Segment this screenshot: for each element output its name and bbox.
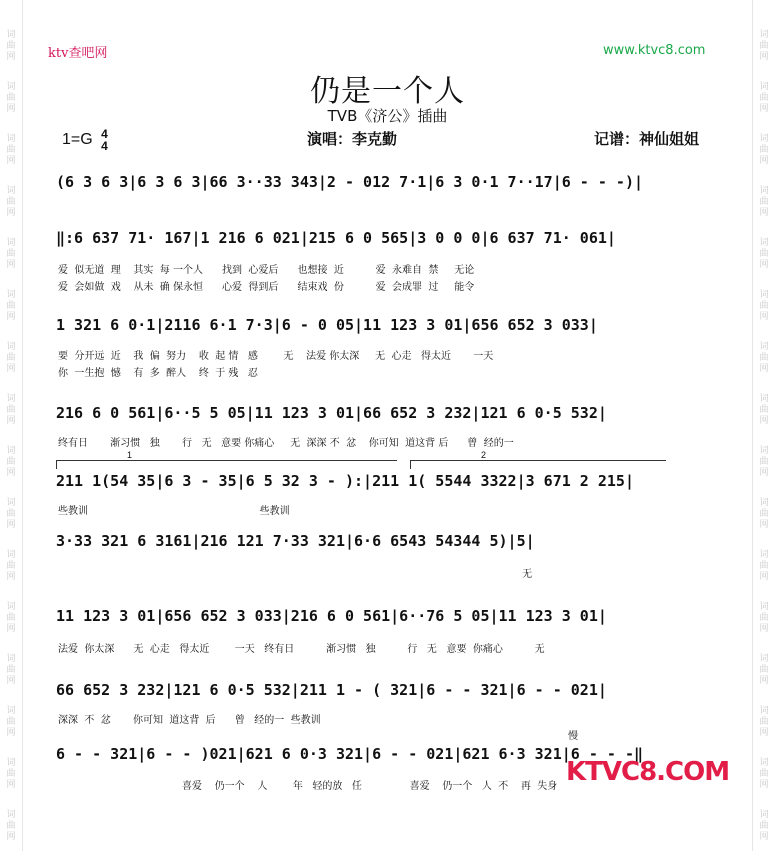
watermark-glyphs: 词 曲 网 — [6, 810, 16, 842]
watermark-glyphs: 词 曲 网 — [6, 706, 16, 738]
notator-credit: 记谱：神仙姐姐 — [594, 130, 700, 148]
watermark-glyphs: 词 曲 网 — [759, 706, 769, 738]
key-label: 1=G — [62, 131, 93, 149]
watermark-glyphs: 词 曲 网 — [759, 810, 769, 842]
score-row-8: 66 652 3 232|121 6 0·5 532|211 1 - ( 321|6 - - 321|6 - - 021| — [56, 681, 607, 699]
song-subtitle: TVB《济公》插曲 — [327, 107, 448, 125]
volta-bracket-1: 1 — [56, 460, 397, 469]
singer-credit: 演唱：李克勤 — [307, 130, 398, 148]
tempo-mark: 慢 — [568, 731, 578, 742]
score-row-3: 1 321 6 0·1|2116 6·1 7·3|6 - 0 05|11 123 3 01|656 652 3 033| — [56, 316, 598, 334]
score-row-1: (6 3 6 3|6 3 6 3|66 3··33 343|2 - 012 7·1|6 3 0·1 7··17|6 - - -)| — [56, 173, 643, 191]
site-logo — [566, 757, 729, 787]
score-row-4: 216 6 0 561|6··5 5 05|11 123 3 01|66 652 3 232|121 6 0·5 532| — [56, 404, 607, 422]
watermark-glyphs: 词 曲 网 — [6, 654, 16, 686]
watermark-glyphs: 词 曲 网 — [6, 602, 16, 634]
watermark-glyphs: 词 曲 网 — [759, 602, 769, 634]
score-row-5: 211 1(54 35|6 3 - 35|6 5 32 3 - ):|211 1( 5544 3322|3 671 2 215| — [56, 472, 634, 490]
key-signature — [62, 128, 108, 152]
watermark-glyphs: 词 曲 网 — [759, 550, 769, 582]
watermark-glyphs: 词 曲 网 — [6, 134, 16, 166]
lyrics-row-4: 终有日 渐习惯 独 行 无 意要 你痛心 无 深深 不 忿 你可知 道这背 后 曾 经的一 — [58, 438, 514, 449]
lyrics-row-6: 无 — [58, 569, 533, 580]
watermark-glyphs: 词 曲 网 — [759, 758, 769, 790]
brand-right[interactable]: www.ktvc8.com — [603, 43, 706, 58]
watermark-glyphs: 词 曲 网 — [759, 82, 769, 114]
time-signature-top: 4 — [101, 127, 108, 141]
watermark-glyphs: 词 曲 网 — [759, 30, 769, 62]
volta-bracket-2: 2 — [410, 460, 666, 469]
time-signature-bottom: 4 — [101, 139, 108, 153]
score-row-7: 11 123 3 01|656 652 3 033|216 6 0 561|6··76 5 05|11 123 3 01| — [56, 607, 607, 625]
lyrics-row-7: 法爱 你太深 无 心走 得太近 一天 终有日 渐习惯 独 行 无 意要 你痛心 无 — [58, 644, 545, 655]
watermark-glyphs: 词 曲 网 — [6, 82, 16, 114]
watermark-glyphs: 词 曲 网 — [6, 238, 16, 270]
watermark-glyphs: 词 曲 网 — [6, 758, 16, 790]
lyrics-row-8: 深深 不 忿 你可知 道这背 后 曾 经的一 些教训 — [58, 715, 321, 726]
watermark-glyphs: 词 曲 网 — [6, 30, 16, 62]
left-watermark-strip — [0, 0, 23, 851]
watermark-glyphs: 词 曲 网 — [759, 134, 769, 166]
lyrics-row-3-verse2: 你 一生抱 憾 有 多 醉人 终 于 残 忍 — [58, 368, 258, 379]
watermark-glyphs: 词 曲 网 — [759, 654, 769, 686]
watermark-glyphs: 词 曲 网 — [6, 186, 16, 218]
watermark-glyphs: 词 曲 网 — [759, 498, 769, 530]
score-row-2: ‖:6 637 71· 167|1 216 6 021|215 6 0 565|3 0 0 0|6 637 71· 061| — [56, 229, 616, 247]
song-title: 仍是一个人 — [310, 74, 465, 109]
watermark-glyphs: 词 曲 网 — [6, 290, 16, 322]
right-watermark-strip — [752, 0, 775, 851]
watermark-glyphs: 词 曲 网 — [759, 394, 769, 426]
watermark-glyphs: 词 曲 网 — [759, 186, 769, 218]
watermark-glyphs: 词 曲 网 — [759, 342, 769, 374]
watermark-glyphs: 词 曲 网 — [6, 498, 16, 530]
lyrics-row-2-verse1: 爱 似无道 理 其实 每 一个人 找到 心爱后 也想接 近 爱 永难自 禁 无论 — [58, 265, 475, 276]
time-signature — [101, 128, 108, 152]
score-row-9: 6 - - 321|6 - - )021|621 6 0·3 321|6 - - 021|621 6·3 321|6 - - -‖ — [56, 745, 643, 763]
lyrics-row-3-verse1: 要 分开远 近 我 偏 努力 收 起 情 感 无 法爱 你太深 无 心走 得太近 一天 — [58, 351, 494, 362]
brand-left[interactable]: ktv查吧网 — [48, 46, 108, 61]
site-logo-text: KTVC8.COM — [566, 757, 730, 787]
lyrics-row-5: 些教训 些教训 — [58, 506, 290, 517]
watermark-glyphs: 词 曲 网 — [759, 446, 769, 478]
watermark-glyphs: 词 曲 网 — [6, 394, 16, 426]
watermark-glyphs: 词 曲 网 — [759, 290, 769, 322]
lyrics-row-9: 喜爱 仍一个 人 年 轻的放 任 喜爱 仍一个 人 不 再 失身 — [58, 781, 558, 792]
watermark-glyphs: 词 曲 网 — [6, 550, 16, 582]
score-row-6: 3·33 321 6 3161|216 121 7·33 321|6·6 6543 54344 5)|5| — [56, 532, 535, 550]
watermark-glyphs: 词 曲 网 — [759, 238, 769, 270]
lyrics-row-2-verse2: 爱 会如做 戏 从未 确 保永恒 心爱 得到后 结束戏 份 爱 会成罪 过 能令 — [58, 282, 475, 293]
watermark-glyphs: 词 曲 网 — [6, 446, 16, 478]
watermark-glyphs: 词 曲 网 — [6, 342, 16, 374]
